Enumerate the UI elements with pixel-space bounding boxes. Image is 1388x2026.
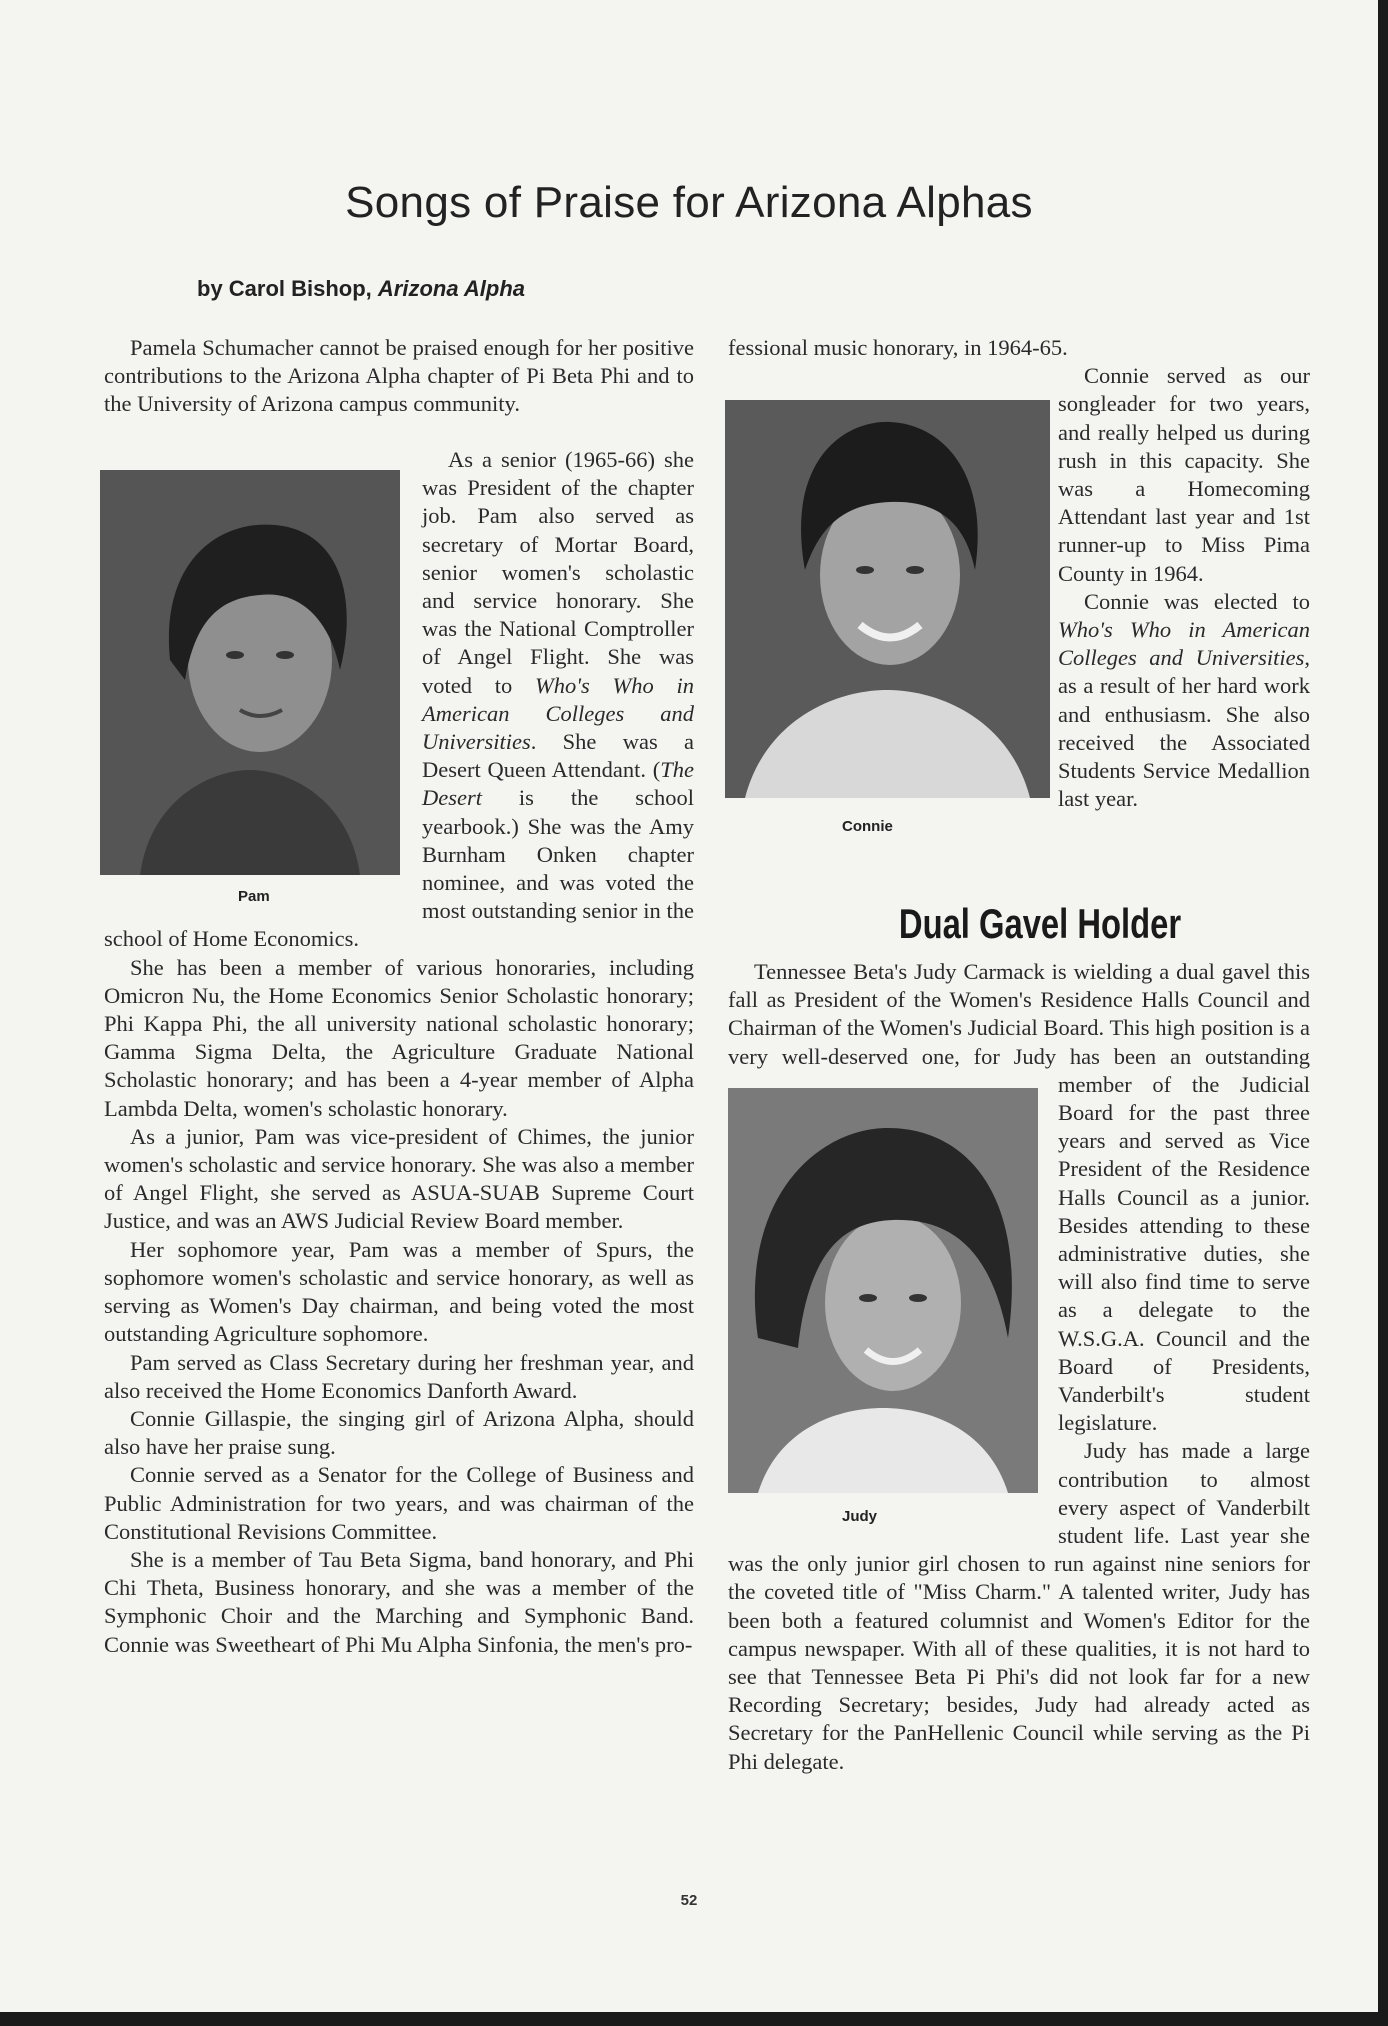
paragraph-intro: Pamela Schumacher cannot be praised enough for her positive contributions to the Arizona Alpha chapter of Pi Beta Phi and to the University of Arizona campus community. [104, 335, 694, 417]
yearbook-title: The Desert [422, 757, 694, 811]
paragraph-freshman: Pam served as Class Secretary during her freshman year, and also received the Home Economics Danforth Award. [104, 1349, 694, 1403]
paragraph-judy-gavel: Tennessee Beta's Judy Carmack is wielding a dual gavel this fall as President of the Women's Residence Halls Council and Chairman of the Women's Judicial Board. This high position is a very well-deserved one, for Judy has been an outstanding member of the Judicial Board for the past three years and served as Vice President of the Residence Halls Council as a junior. Besides attending to these administrative duties, she will also find time to serve as a delegate to the W.S.G.A. Council and the Board of Presidents, Vanderbilt's student legislature. [728, 959, 1310, 1436]
whos-who-title: Who's Who in American Colleges and Universities [422, 672, 694, 755]
paragraph-connie-elected: Connie was elected to Who's Who in American Colleges and Universities, as a result of her hard work and enthusiasm. She also received the Associated Students Service Medallion last year. [1058, 588, 1310, 812]
section-heading-dual-gavel: Dual Gavel Holder [898, 900, 1182, 947]
page-number: 52 [680, 1892, 698, 1909]
photo-float-spacer [104, 446, 422, 908]
paragraph-judy-contribution: Judy has made a large contribution to almost every aspect of Vanderbilt student life. Last year she was the only junior girl chosen to run against nine seniors for the coveted title of "Miss Charm." A talented writer, Judy has been both a featured columnist and Women's Editor for the campus newspaper. With all of these qualities, it is not hard to see that Tennessee Beta Pi Phi's did not look far for a new Recording Secretary; besides, Judy had already acted as Secretary for the PanHellenic Council while serving as the Pi Phi delegate. [728, 1438, 1310, 1774]
paragraph-senior: As a senior (1965-66) she was President of the chapter job. Pam also served as secretary of Mortar Board, senior women's scholastic and service honorary. She was the National Comptroller of Angel Flight. She was voted to Who's Who in American Colleges and Universities. She was a Desert Queen Attendant. (The Desert is the school yearbook.) She was the Amy Burnham Onken chapter nominee, and was voted the most outstanding senior in the school of Home Economics. [104, 447, 694, 952]
paragraph-sophomore: Her sophomore year, Pam was a member of Spurs, the sophomore women's scholastic and service honorary, as well as serving as Women's Day chairman, and being voted the most outstanding Agriculture sophomore. [104, 1236, 694, 1347]
byline [197, 276, 525, 302]
right-column-judy [728, 958, 1310, 1776]
photo-float-spacer-connie [728, 362, 1058, 862]
byline-affiliation: Arizona Alpha [377, 276, 526, 301]
paragraph-honoraries: She has been a member of various honoraries, including Omicron Nu, the Home Economics Senior Scholastic honorary; Phi Kappa Phi, the all university national scholastic honorary; Gamma Sigma Delta, the Agriculture Graduate National Scholastic honorary; and has been a 4-year member of Alpha Lambda Delta, women's scholastic honorary. [104, 954, 694, 1121]
article-title: Songs of Praise for Arizona Alphas [345, 178, 1033, 227]
photo-float-spacer-judy [728, 1072, 1058, 1524]
caption-judy: Judy [842, 1508, 878, 1525]
paragraph-connie-band: She is a member of Tau Beta Sigma, band honorary, and Phi Chi Theta, Business honorary, and she was a member of the Symphonic Choir and the Marching and Symphonic Band. Connie was Sweetheart of Phi Mu Alpha Sinfonia, the men's pro- [104, 1546, 694, 1657]
paragraph-connie-songleader: Connie served as our songleader for two years, and really helped us during rush in this capacity. She was a Homecoming Attendant last year and 1st runner-up to Miss Pima County in 1964. [1058, 363, 1310, 586]
caption-pam: Pam [238, 888, 270, 905]
paragraph-connie-intro: Connie Gillaspie, the singing girl of Arizona Alpha, should also have her praise sung. [104, 1405, 694, 1460]
caption-connie: Connie [842, 818, 893, 835]
paragraph-connie-continued: fessional music honorary, in 1964-65. [728, 335, 1068, 360]
paragraph-junior: As a junior, Pam was vice-president of Chimes, the junior women's scholastic and service honorary. She was also a member of Angel Flight, she served as ASUA-SUAB Supreme Court Justice, and was an AWS Judicial Review Board member. [104, 1123, 694, 1234]
left-column-wrapped [104, 446, 694, 1659]
byline-author: by Carol Bishop, [197, 276, 378, 301]
paragraph-connie-senator: Connie served as a Senator for the College of Business and Public Administration for two years, and was chairman of the Constitutional Revisions Committee. [104, 1462, 694, 1544]
left-column [104, 334, 694, 419]
right-column-connie [728, 334, 1310, 862]
whos-who-title-connie: Who's Who in American Colleges and Universities [1058, 617, 1310, 671]
